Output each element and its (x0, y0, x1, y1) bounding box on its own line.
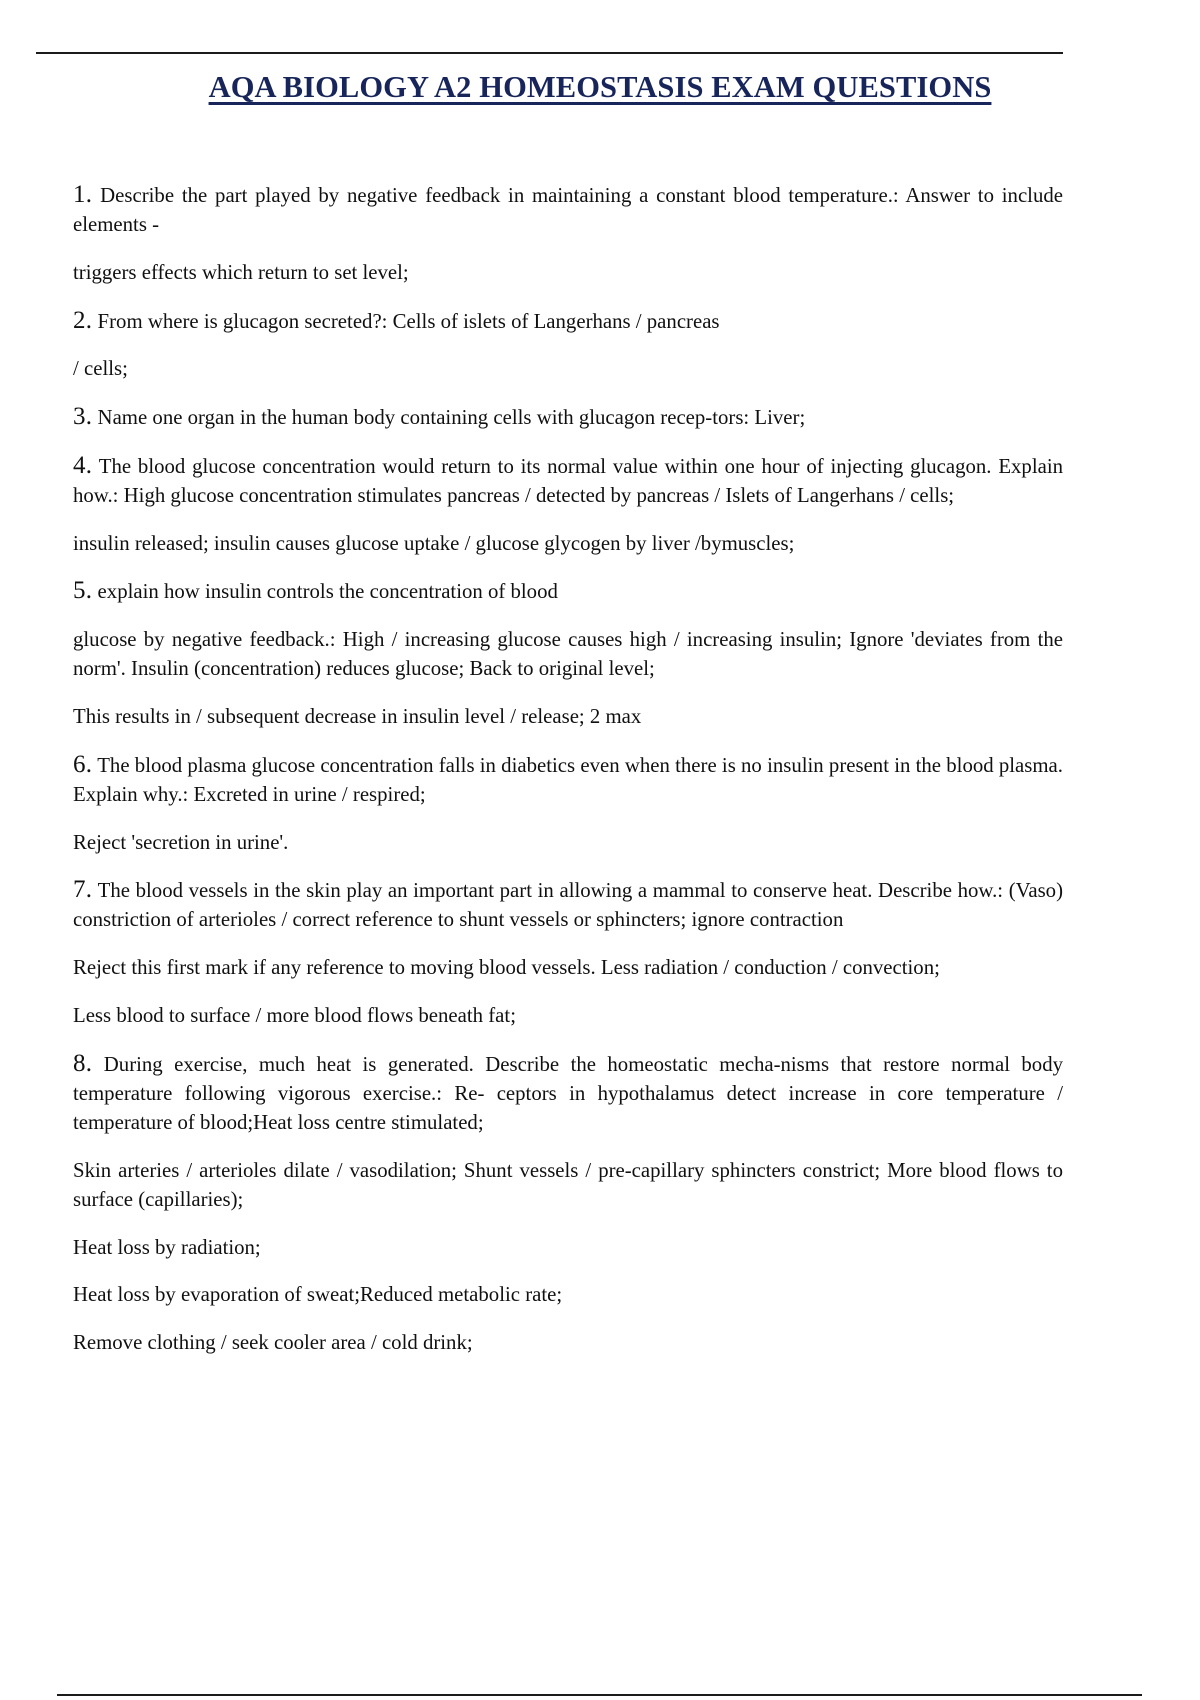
answer-paragraph (73, 529, 1063, 558)
question-paragraph (73, 451, 1063, 510)
header-divider-rule (36, 52, 1063, 54)
question-number: 3. (73, 403, 93, 431)
answer-text: triggers effects which return to set level; (73, 260, 409, 284)
answer-paragraph (73, 1001, 1063, 1030)
question-paragraph (73, 875, 1063, 934)
answer-text: / cells; (73, 357, 128, 381)
page-title: AQA BIOLOGY A2 HOMEOSTASIS EXAM QUESTIONS (208, 70, 992, 104)
answer-text: Remove clothing / seek cooler area / cold drink; (73, 1330, 473, 1354)
question-paragraph (73, 180, 1063, 239)
question-text: The blood glucose concentration would return to its normal value within one hour of injecting glucagon. Explain how.: High glucose concentration stimulates pancreas / detected by pancreas / Islets of Langerhans / cells; (73, 454, 1063, 507)
question-paragraph (73, 306, 1063, 336)
answer-text: Less blood to surface / more blood flows beneath fat; (73, 1003, 516, 1027)
question-number: 5. (73, 577, 93, 605)
question-paragraph (73, 402, 1063, 432)
page-title-container (0, 70, 1200, 105)
answer-text: Heat loss by radiation; (73, 1235, 261, 1259)
answer-text: Skin arteries / arterioles dilate / vasodilation; Shunt vessels / pre-capillary sphincters constrict; More blood flows to surface (capillaries); (73, 1158, 1063, 1211)
question-text: Describe the part played by negative feedback in maintaining a constant blood temperature.: Answer to include elements - (73, 184, 1063, 237)
question-number: 8. (73, 1049, 93, 1077)
answer-paragraph (73, 953, 1063, 982)
question-paragraph (73, 750, 1063, 809)
answer-text: glucose by negative feedback.: High / increasing glucose causes high / increasing insulin; Ignore 'deviates from the norm'. Insulin (concentration) reduces glucose; Back to original level; (73, 628, 1063, 681)
answer-text: Reject this first mark if any reference to moving blood vessels. Less radiation / conduction / convection; (73, 956, 940, 980)
question-text: During exercise, much heat is generated. Describe the homeostatic mecha-nisms that restore normal body temperature following vigorous exercise.: Re- ceptors in hypothalamus detect increase in core temperature / temperature of blood;Heat loss centre stimulated; (73, 1052, 1063, 1134)
question-text: The blood plasma glucose concentration falls in diabetics even when there is no insulin present in the blood plasma. Explain why.: Excreted in urine / respired; (73, 753, 1063, 806)
question-text: explain how insulin controls the concentration of blood (92, 580, 558, 604)
answer-paragraph (73, 1328, 1063, 1357)
question-text: The blood vessels in the skin play an important part in allowing a mammal to conserve heat. Describe how.: (Vaso) constriction of arterioles / correct reference to shunt vessels or sphincters; ignore contraction (73, 879, 1063, 932)
answer-text: Reject 'secretion in urine'. (73, 830, 289, 854)
question-number: 6. (73, 750, 93, 778)
answer-paragraph (73, 1233, 1063, 1262)
footer-divider-rule (57, 1694, 1142, 1696)
answer-paragraph (73, 258, 1063, 287)
question-text: Name one organ in the human body containing cells with glucagon recep-tors: Liver; (92, 406, 806, 430)
question-paragraph (73, 576, 1063, 606)
answer-paragraph (73, 354, 1063, 383)
answer-text: insulin released; insulin causes glucose uptake / glucose glycogen by liver /bymuscles; (73, 531, 795, 555)
answer-paragraph (73, 1280, 1063, 1309)
answer-text: Heat loss by evaporation of sweat;Reduced metabolic rate; (73, 1283, 563, 1307)
answer-paragraph (73, 625, 1063, 683)
question-number: 4. (73, 451, 93, 479)
answer-paragraph (73, 1156, 1063, 1214)
answer-text: This results in / subsequent decrease in insulin level / release; 2 max (73, 704, 642, 728)
question-number: 7. (73, 876, 93, 904)
answer-paragraph (73, 828, 1063, 857)
question-list (73, 180, 1063, 1357)
question-number: 2. (73, 306, 93, 334)
question-text: From where is glucagon secreted?: Cells of islets of Langerhans / pancreas (92, 309, 720, 333)
question-paragraph (73, 1049, 1063, 1138)
answer-paragraph (73, 702, 1063, 731)
question-number: 1. (73, 181, 93, 208)
